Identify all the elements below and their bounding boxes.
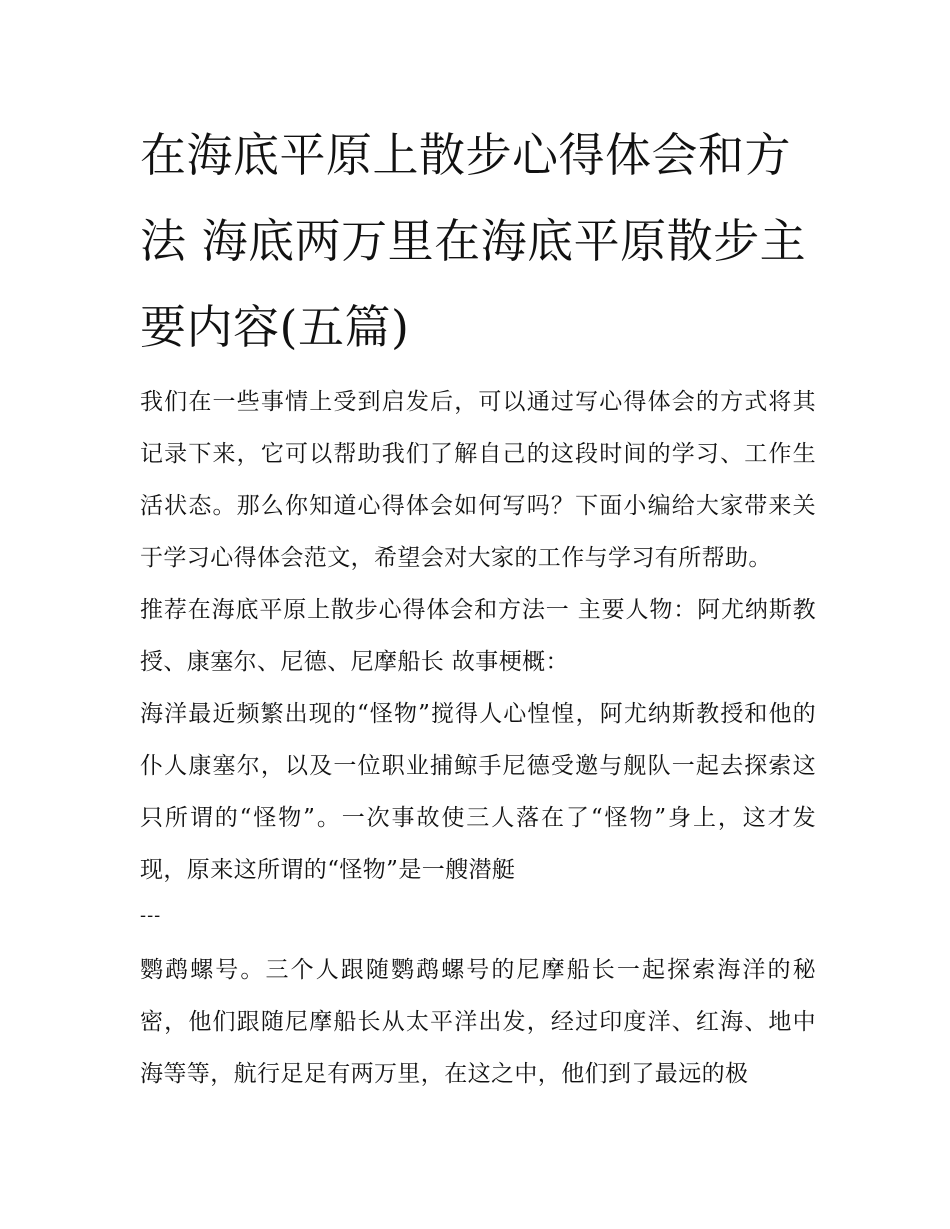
intro-paragraph: 我们在一些事情上受到启发后，可以通过写心得体会的方式将其记录下来，它可以帮助我们了解自己的这段时间的学习、工作生活状态。那么你知道心得体会如何写吗？下面小编给大家带来关于学习心得体会范文，希望会对大家的工作与学习有所帮助。 xyxy=(140,389,816,571)
page-divider: --- xyxy=(140,905,162,926)
document-page xyxy=(140,112,816,1100)
summary-paragraph: 海洋最近频繁出现的“怪物”搅得人心惶惶，阿尤纳斯教授和他的仆人康塞尔，以及一位职业捕鲸手尼德受邀与舰队一起去探索这只所谓的“怪物”。一次事故使三人落在了“怪物”身上，这才发现，原来这所谓的“怪物”是一艘潜艇 xyxy=(140,701,816,883)
document-title: 在海底平原上散步心得体会和方法 海底两万里在海底平原散步主要内容(五篇) xyxy=(140,128,807,354)
characters-paragraph: 推荐在海底平原上散步心得体会和方法一 主要人物：阿尤纳斯教授、康塞尔、尼德、尼摩船长 故事梗概： xyxy=(140,597,816,675)
continuation-paragraph: 鹦鹉螺号。三个人跟随鹦鹉螺号的尼摩船长一起探索海洋的秘密，他们跟随尼摩船长从太平洋出发，经过印度洋、红海、地中海等等，航行足足有两万里，在这之中，他们到了最远的极 xyxy=(140,957,816,1087)
